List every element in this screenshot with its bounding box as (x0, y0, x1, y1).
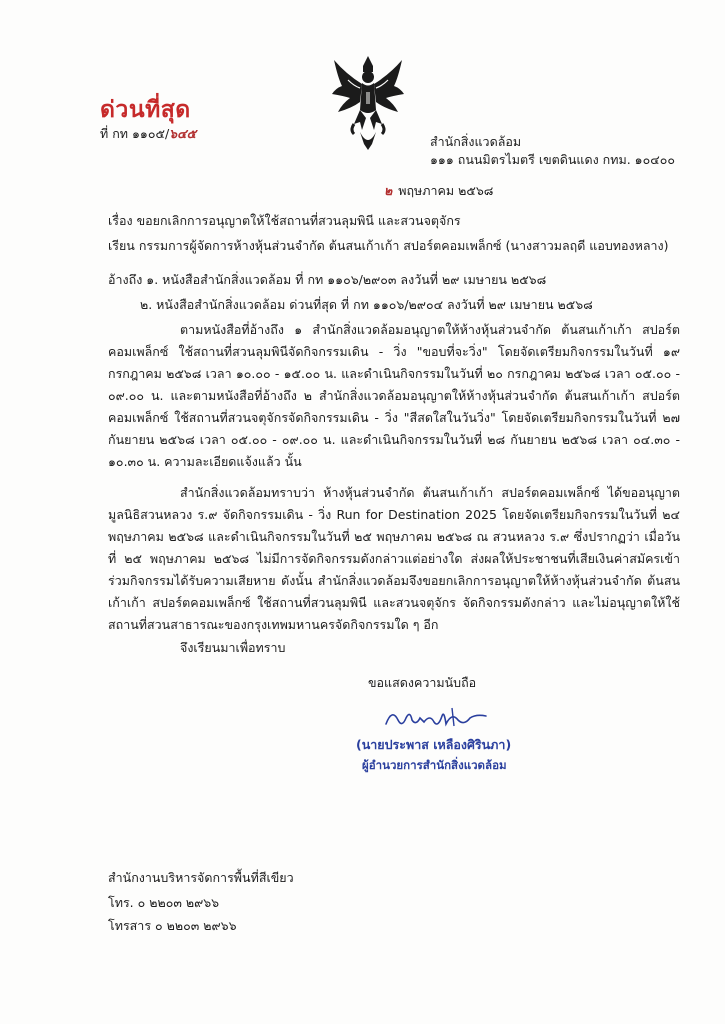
reference-item: ๒. หนังสือสำนักสิ่งแวดล้อม ด่วนที่สุด ที่ กท ๑๑๐๖/๒๙๐๔ ลงวันที่ ๒๙ เมษายน ๒๕๖๘ (140, 297, 593, 312)
body-paragraph: สำนักสิ่งแวดล้อมทราบว่า ห้างหุ้นส่วนจำกัด ต้นสนเก้าเก้า สปอร์ตคอมเพล็กซ์ ได้ขออนุญาต มูลนิธิสวนหลวง ร.๙ จัดกิจกรรมเดิน - วิ่ง Run for Destination 2025 โดยจัดเตรียมกิจกรรมในวันที่ ๒๔ พฤษภาคม ๒๕๖๘ และดำเนินกิจกรรมในวันที่ ๒๕ พฤษภาคม ๒๕๖๘ ณ สวนหลวง ร.๙ ซึ่งปรากฏว่า เมื่อวันที่ ๒๕ พฤษภาคม ๒๕๖๘ ไม่มีการจัดกิจกรรมดังกล่าวแต่อย่างใด ส่งผลให้ประชาชนที่เสียเงินค่าสมัครเข้าร่วมกิจกรรมได้รับความเสียหาย ดังนั้น สำนักสิ่งแวดล้อมจึงขอยกเลิกการอนุญาตให้ห้างหุ้นส่วนจำกัด ต้นสนเก้าเก้า สปอร์ตคอมเพล็กซ์ ใช้สถานที่สวนลุมพินี และสวนจตุจักร จัดกิจกรรมดังกล่าว และไม่อนุญาตให้ใช้สถานที่สวนสาธารณะของกรุงเทพมหานครจัดกิจกรรมใด ๆ อีก (108, 485, 680, 632)
footer-department: สำนักงานบริหารจัดการพื้นที่สีเขียว (108, 870, 294, 885)
date-day-handwritten: ๒ (384, 183, 393, 198)
document-number-handwritten: ๖๔๕ (169, 126, 197, 141)
body-paragraph: ตามหนังสือที่อ้างถึง ๑ สำนักสิ่งแวดล้อมอนุญาตให้ห้างหุ้นส่วนจำกัด ต้นสนเก้าเก้า สปอร์ตคอมเพล็กซ์ ใช้สถานที่สวนลุมพินีจัดกิจกรรมเดิน - วิ่ง "ขอบที่จะวิ่ง" โดยจัดเตรียมกิจกรรมในวันที่ ๑๙ กรกฎาคม ๒๕๖๘ เวลา ๑๐.๐๐ - ๑๕.๐๐ น. และดำเนินกิจกรรมในวันที่ ๒๐ กรกฎาคม ๒๕๖๘ เวลา ๐๕.๐๐ - ๐๙.๐๐ น. และตามหนังสือที่อ้างถึง ๒ สำนักสิ่งแวดล้อมอนุญาตให้ห้างหุ้นส่วนจำกัด ต้นสนเก้าเก้า สปอร์ตคอมเพล็กซ์ ใช้สถานที่สวนจตุจักรจัดกิจกรรมเดิน - วิ่ง "สีสดใสในวันวิ่ง" โดยจัดเตรียมกิจกรรมในวันที่ ๒๗ กันยายน ๒๕๖๘ เวลา ๐๕.๐๐ - ๐๙.๐๐ น. และดำเนินกิจกรรมในวันที่ ๒๘ กันยายน ๒๕๖๘ เวลา ๐๔.๓๐ - ๑๐.๓๐ น. ความละเอียดแจ้งแล้ว นั้น (108, 322, 680, 469)
issuing-office: สำนักสิ่งแวดล้อม (430, 134, 522, 149)
urgent-stamp: ด่วนที่สุด (100, 97, 191, 123)
closing-line: จึงเรียนมาเพื่อทราบ (180, 640, 286, 655)
document-number-prefix: ที่ กท ๑๑๐๕/ (100, 126, 170, 141)
letter-date (384, 183, 493, 198)
office-address: ๑๑๑ ถนนมิตรไมตรี เขตดินแดง กทม. ๑๐๔๐๐ (430, 152, 675, 167)
valediction: ขอแสดงความนับถือ (368, 675, 477, 690)
garuda-emblem-icon (330, 52, 406, 152)
recipient-line: เรียน กรรมการผู้จัดการห้างหุ้นส่วนจำกัด ต้นสนเก้าเก้า สปอร์ตคอมเพล็กซ์ (นางสาวมลฤดี แอบทองหลาง) (108, 238, 669, 253)
footer-telephone: โทร. ๐ ๒๒๐๓ ๒๙๖๖ (108, 895, 220, 910)
footer-fax: โทรสาร ๐ ๒๒๐๓ ๒๙๖๖ (108, 918, 237, 933)
signature-image (382, 702, 492, 732)
subject-line: เรื่อง ขอยกเลิกการอนุญาตให้ใช้สถานที่สวนลุมพินี และสวนจตุจักร (108, 213, 461, 228)
signatory-name: (นายประพาส เหลืองศิรินภา) (356, 737, 512, 752)
signatory-position: ผู้อำนวยการสำนักสิ่งแวดล้อม (362, 758, 507, 772)
reference-item: อ้างถึง ๑. หนังสือสำนักสิ่งแวดล้อม ที่ กท ๑๑๐๖/๒๙๐๓ ลงวันที่ ๒๙ เมษายน ๒๕๖๘ (108, 272, 547, 287)
date-month-year: พฤษภาคม ๒๕๖๘ (398, 183, 494, 198)
document-number (100, 126, 196, 141)
